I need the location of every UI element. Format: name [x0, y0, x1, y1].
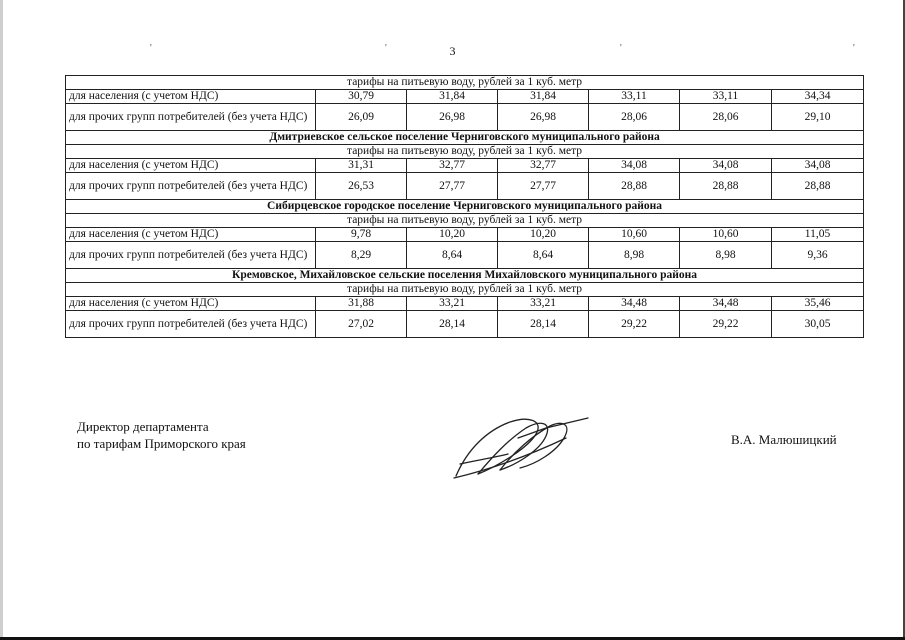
- tariff-value: 34,08: [680, 159, 772, 173]
- signatory-title-line1: Директор департамента: [77, 419, 209, 434]
- tariff-subheading: тарифы на питьевую воду, рублей за 1 куб. метр: [66, 76, 864, 90]
- tariff-value: 29,22: [680, 311, 772, 338]
- tariff-value: 28,06: [589, 104, 680, 131]
- table-row: [66, 228, 864, 242]
- tariff-subheading-row: [66, 214, 864, 228]
- tariff-subheading-row: [66, 283, 864, 297]
- tariff-value: 9,36: [772, 242, 864, 269]
- tariff-value: 8,98: [589, 242, 680, 269]
- tariff-value: 10,20: [407, 228, 498, 242]
- tariff-subheading-row: [66, 76, 864, 90]
- tariff-value: 34,34: [772, 90, 864, 104]
- tariff-value: 28,14: [407, 311, 498, 338]
- tariff-value: 32,77: [498, 159, 589, 173]
- section-heading-row: [66, 200, 864, 214]
- tariff-value: 31,84: [407, 90, 498, 104]
- row-label: для прочих групп потребителей (без учета НДС): [66, 104, 316, 131]
- table-row: [66, 297, 864, 311]
- tariff-value: 34,08: [772, 159, 864, 173]
- scan-left-edge: [0, 0, 3, 640]
- tariff-value: 9,78: [316, 228, 407, 242]
- tariff-table: [65, 75, 864, 338]
- row-label: для населения (с учетом НДС): [66, 90, 316, 104]
- table-row: [66, 104, 864, 131]
- tariff-value: 34,48: [680, 297, 772, 311]
- row-label: для прочих групп потребителей (без учета НДС): [66, 311, 316, 338]
- tariff-value: 28,88: [589, 173, 680, 200]
- tariff-value: 31,31: [316, 159, 407, 173]
- tariff-value: 29,22: [589, 311, 680, 338]
- table-row: [66, 242, 864, 269]
- tariff-value: 33,21: [498, 297, 589, 311]
- row-label: для прочих групп потребителей (без учета НДС): [66, 173, 316, 200]
- scan-mark: ': [620, 43, 622, 54]
- table-row: [66, 173, 864, 200]
- tariff-value: 10,60: [589, 228, 680, 242]
- signatory-name: В.А. Малюшицкий: [731, 432, 837, 447]
- tariff-value: 8,64: [407, 242, 498, 269]
- tariff-value: 8,64: [498, 242, 589, 269]
- tariff-value: 28,14: [498, 311, 589, 338]
- tariff-value: 32,77: [407, 159, 498, 173]
- tariff-value: 10,20: [498, 228, 589, 242]
- tariff-value: 26,53: [316, 173, 407, 200]
- tariff-value: 33,11: [589, 90, 680, 104]
- tariff-value: 28,88: [680, 173, 772, 200]
- tariff-value: 29,10: [772, 104, 864, 131]
- tariff-value: 30,79: [316, 90, 407, 104]
- tariff-value: 27,77: [407, 173, 498, 200]
- tariff-value: 28,06: [680, 104, 772, 131]
- page-number: 3: [449, 44, 456, 58]
- tariff-value: 35,46: [772, 297, 864, 311]
- tariff-value: 31,88: [316, 297, 407, 311]
- scan-mark: ': [853, 43, 855, 54]
- section-heading-row: [66, 269, 864, 283]
- signatory-title: [77, 418, 246, 452]
- tariff-value: 30,05: [772, 311, 864, 338]
- row-label: для прочих групп потребителей (без учета НДС): [66, 242, 316, 269]
- tariff-value: 28,88: [772, 173, 864, 200]
- tariff-value: 26,09: [316, 104, 407, 131]
- tariff-value: 33,21: [407, 297, 498, 311]
- row-label: для населения (с учетом НДС): [66, 159, 316, 173]
- section-heading-row: [66, 131, 864, 145]
- section-heading: Дмитриевское сельское поселение Черниговского муниципального района: [66, 131, 864, 145]
- scan-mark: ': [150, 43, 152, 54]
- section-heading: Сибирцевское городское поселение Черниговского муниципального района: [66, 200, 864, 214]
- tariff-value: 10,60: [680, 228, 772, 242]
- scan-mark: ': [385, 43, 387, 54]
- tariff-value: 11,05: [772, 228, 864, 242]
- tariff-value: 34,48: [589, 297, 680, 311]
- handwritten-signature: [448, 408, 598, 484]
- tariff-value: 8,98: [680, 242, 772, 269]
- tariff-subheading: тарифы на питьевую воду, рублей за 1 куб. метр: [66, 214, 864, 228]
- tariff-value: 33,11: [680, 90, 772, 104]
- table-row: [66, 311, 864, 338]
- tariff-subheading-row: [66, 145, 864, 159]
- tariff-value: 27,77: [498, 173, 589, 200]
- signatory-title-line2: по тарифам Приморского края: [77, 436, 246, 451]
- table-row: [66, 90, 864, 104]
- tariff-value: 27,02: [316, 311, 407, 338]
- row-label: для населения (с учетом НДС): [66, 297, 316, 311]
- tariff-value: 34,08: [589, 159, 680, 173]
- tariff-value: 26,98: [498, 104, 589, 131]
- tariff-value: 26,98: [407, 104, 498, 131]
- tariff-value: 8,29: [316, 242, 407, 269]
- table-row: [66, 159, 864, 173]
- tariff-value: 31,84: [498, 90, 589, 104]
- row-label: для населения (с учетом НДС): [66, 228, 316, 242]
- tariff-subheading: тарифы на питьевую воду, рублей за 1 куб. метр: [66, 283, 864, 297]
- tariff-subheading: тарифы на питьевую воду, рублей за 1 куб. метр: [66, 145, 864, 159]
- section-heading: Кремовское, Михайловское сельские поселения Михайловского муниципального района: [66, 269, 864, 283]
